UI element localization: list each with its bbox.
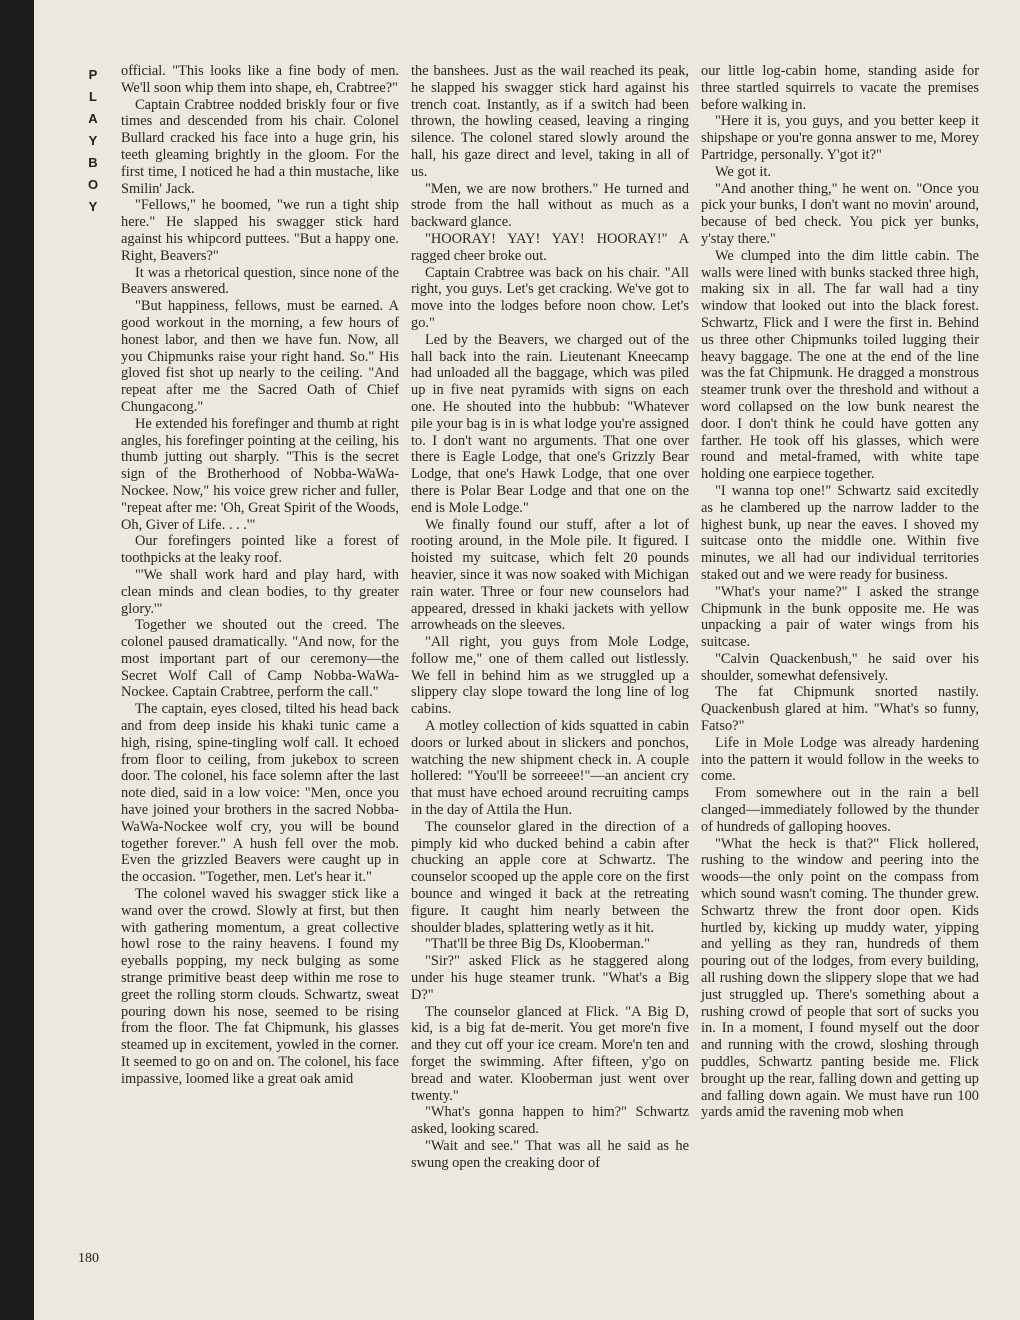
paragraph: "And another thing," he went on. "Once you pick your bunks, I don't want no movin' around, because of bed check. You pick yer bunks, y'stay there.": [701, 180, 979, 247]
paragraph: It was a rhetorical question, since none of the Beavers answered.: [121, 264, 399, 298]
paragraph: The counselor glared in the direction of a pimply kid who ducked behind a cabin after chucking an apple core at Schwartz. The counselor scooped up the apple core on the first bounce and winged it back at the retreating figure. It caught him nearly between the shoulder blades, splattering wetly as it hit.: [411, 818, 689, 936]
running-head: P L A Y B O Y: [87, 67, 99, 214]
paragraph: The captain, eyes closed, tilted his head back and from deep inside his khaki tunic came a high, rising, spine-tingling wolf call. It echoed from floor to ceiling, from jukebox to screen door. The colonel, his face solemn after the last note died, said in a low voice: "Men, once you have joined your brothers in the sacred Nobba-WaWa-Nockee wolf cry, you will be bound together forever." A hush fell over the mob. Even the grizzled Beavers were caught up in the occasion. "Together, men. Let's hear it.": [121, 701, 399, 886]
paragraph: We got it.: [715, 163, 771, 180]
paragraph: Captain Crabtree was back on his chair. "All right, you guys. Let's get cracking. We've got to move into the lodges before noon chow. Let's go.": [411, 264, 689, 331]
paragraph: official. "This looks like a fine body of men. We'll soon whip them into shape, eh, Crabtree?": [121, 63, 399, 96]
paragraph: "Wait and see." That was all he said as he swung open the creaking door of: [411, 1138, 689, 1171]
paragraph: The counselor glanced at Flick. "A Big D, kid, is a big fat de-merit. You get more'n five and they cut off your ice cream. More'n ten and forget the swimming. After fifteen, y'go on bread and water. Klooberman just went over twenty.": [411, 1003, 689, 1104]
paragraph: "Men, we are now brothers." He turned and strode from the hall without as much as a backward glance.: [411, 180, 689, 231]
paragraph: From somewhere out in the rain a bell clanged—immediately followed by the thunder of hundreds of galloping hooves.: [701, 785, 979, 835]
paragraph: "Sir?" asked Flick as he staggered along under his huge steamer trunk. "What's a Big D?": [411, 953, 689, 1003]
paragraph: "All right, you guys from Mole Lodge, follow me," one of them called out listlessly. We fell in behind him as we struggled up a slippery clay slope toward the long line of log cabins.: [411, 634, 689, 718]
paragraph: "What's gonna happen to him?" Schwartz asked, looking scared.: [411, 1104, 689, 1138]
paragraph: A motley collection of kids squatted in cabin doors or lurked about in slickers and ponchos, watching the new shipment check in. A couple hollered: "You'll be sorreeee!"—an ancient cry that must have echoed around recruiting camps in the day of Attila the Hun.: [411, 718, 689, 819]
paragraph: We clumped into the dim little cabin. The walls were lined with bunks stacked three high, making six in all. The far wall had a tiny window that looked out into the black forest. Schwartz, Flick and I were the first in. Behind us three other Chipmunks toiled lugging their heavy baggage. The one at the end of the line was the fat Chipmunk. He dragged a monstrous steamer trunk over the threshold and without a word collapsed on the low bunk nearest the door. I don't think he could have gotten any farther. He took off his glasses, which were round and metal-framed, with white tape holding one earpiece together.: [701, 247, 979, 483]
paragraph: our little log-cabin home, standing aside for three startled squirrels to vacate the premises before walking in.: [701, 63, 979, 113]
page-number: 180: [78, 1251, 99, 1266]
paragraph: Together we shouted out the creed. The colonel paused dramatically. "And now, for the most important part of our ceremony—the Secret Wolf Call of Camp Nobba-WaWa-Nockee. Captain Crabtree, perform the call.": [121, 617, 399, 701]
paragraph: "What the heck is that?" Flick hollered, rushing to the window and peering into the woods—the only point on the compass from which sound wasn't coming. The thunder grew. Schwartz threw the front door open. Kids hurtled by, kicking up muddy water, yipping and yelling as they ran, hundreds of them pouring out of the lodges, from every building, all rushing down the slippery slope that we had just struggled up. There's something about a rushing crowd of people that sort of sucks you in. In a moment, I found myself out the door and running with the crowd, sloshing through puddles, Schwartz panting beside me. Flick brought up the rear, falling down and getting up and falling down again. We must have run 100 yards amid the ravening mob when: [701, 835, 979, 1121]
paragraph: "I wanna top one!" Schwartz said excitedly as he clambered up the narrow ladder to the highest bunk, up near the eaves. I shoved my suitcase onto the middle one. Within five minutes, we all had our individual territories staked out and we were ready for business.: [701, 482, 979, 583]
paragraph: "What's your name?" I asked the strange Chipmunk in the bunk opposite me. He was unpacking a pair of water wings from his suitcase.: [701, 583, 979, 651]
paragraph: Life in Mole Lodge was already hardening into the pattern it would follow in the weeks to come.: [701, 734, 979, 785]
text-column-3: [701, 63, 979, 1121]
paragraph: Captain Crabtree nodded briskly four or five times and descended from his chair. Colonel Bullard cracked his face into a huge grin, his teeth gleaming brightly in the gloom. For the first time, I noticed he had a thin mustache, like Smilin' Jack.: [121, 96, 399, 197]
text-column-2: [411, 63, 689, 1172]
paragraph: "Here it is, you guys, and you better keep it shipshape or you're gonna answer to me, Morey Partridge, personally. Y'got it?": [701, 113, 979, 163]
paragraph: Led by the Beavers, we charged out of the hall back into the rain. Lieutenant Kneecamp had unloaded all the baggage, which was piled up in five neat pyramids with signs on each one. He shouted into the hubbub: "Whatever pile your bag is in is what lodge you're assigned to. I don't want no arguments. That one over there is Eagle Lodge, that one's Grizzly Bear Lodge, that one's Hawk Lodge, that one over there is Polar Bear Lodge and that one on the end is Mole Lodge.": [411, 331, 689, 516]
paragraph: The fat Chipmunk snorted nastily. Quackenbush glared at him. "What's so funny, Fatso?": [701, 684, 979, 735]
paragraph: He extended his forefinger and thumb at right angles, his forefinger pointing at the ceiling, his thumb jutting out sharply. "This is the secret sign of the Brotherhood of Nobba-WaWa-Nockee. Now," his voice grew richer and fuller, "repeat after me: 'Oh, Great Spirit of the Woods, Oh, Giver of Life. . . .'": [121, 415, 399, 533]
paragraph: We finally found our stuff, after a lot of rooting around, in the Mole pile. It figured. I hoisted my suitcase, which felt 20 pounds heavier, since it was now soaked with Michigan rain water. Three or four new counselors had appeared, dressed in khaki jackets with yellow arrowheads on the sleeves.: [411, 516, 689, 634]
paragraph: "Calvin Quackenbush," he said over his shoulder, somewhat defensively.: [701, 650, 979, 684]
paragraph: "HOORAY! YAY! YAY! HOORAY!" A ragged cheer broke out.: [411, 230, 689, 264]
paragraph: "Fellows," he boomed, "we run a tight ship here." He slapped his swagger stick hard against his whipcord puttees. "But a happy one. Right, Beavers?": [121, 197, 399, 264]
paragraph: "That'll be three Big Ds, Klooberman.": [425, 936, 650, 953]
paragraph: The colonel waved his swagger stick like a wand over the crowd. Slowly at first, but then with gathering momentum, a great collective howl rose to the rainy heavens. I found my eyeballs popping, my neck bulging as some strange primitive beast deep within me rose to greet the rolling storm clouds. Schwartz, sweat pouring down his nose, seemed to be rising from the floor. The fat Chipmunk, his glasses steamed up in excitement, yowled in the corner. It seemed to go on and on. The colonel, his face impassive, loomed like a great oak amid: [121, 886, 399, 1087]
text-column-1: [121, 63, 399, 1088]
paragraph: Our forefingers pointed like a forest of toothpicks at the leaky roof.: [121, 533, 399, 567]
paragraph: "But happiness, fellows, must be earned. A good workout in the morning, a few hours of honest labor, and then we have fun. Now, all you Chipmunks raise your right hand. So." His gloved fist shot up nearly to the ceiling. "And repeat after me the Sacred Oath of Chief Chungacong.": [121, 298, 399, 415]
paragraph: "'We shall work hard and play hard, with clean minds and clean bodies, to thy greater glory.'": [121, 566, 399, 617]
paragraph: the banshees. Just as the wail reached its peak, he slapped his swagger stick hard against his trench coat. Instantly, as if a switch had been thrown, the howling ceased, leaving a ringing silence. The colonel stared slowly around the hall, his gaze direct and level, taking in all of us.: [411, 63, 689, 180]
magazine-page: [34, 0, 1020, 1320]
